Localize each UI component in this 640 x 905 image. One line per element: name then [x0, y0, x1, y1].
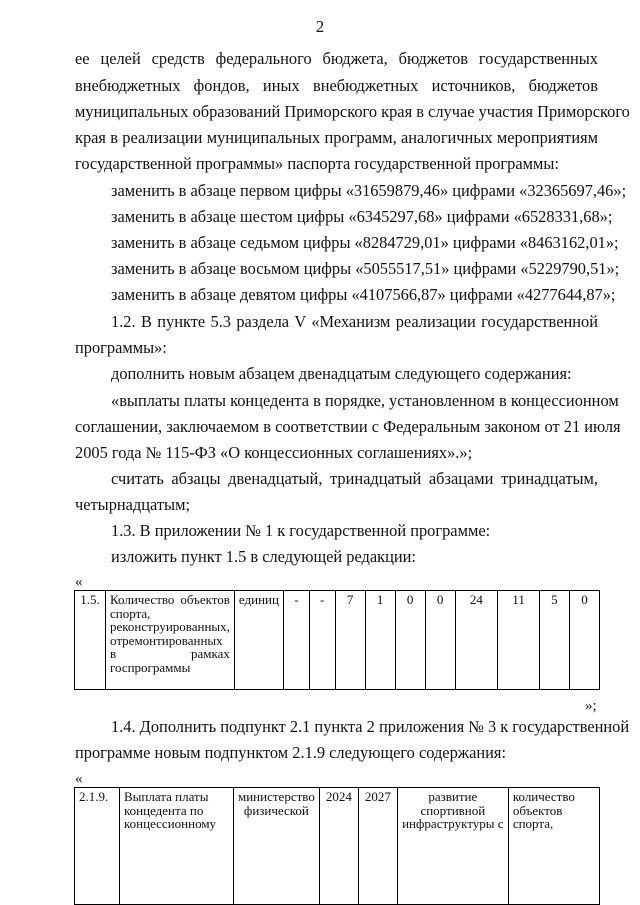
paragraph-line: программе новым подпунктом 2.1.9 следующего содержания:: [75, 743, 506, 762]
paragraph-line: программы»:: [75, 338, 167, 357]
table-cell: 7: [335, 591, 365, 690]
table-cell: 1.5.: [75, 591, 106, 690]
table-cell: количество объектов спорта,: [508, 788, 599, 905]
paragraph-line: «выплаты платы концедента в порядке, установленном в концессионном: [111, 391, 619, 410]
paragraph-line: края в реализации муниципальных программ, аналогичных мероприятиям: [75, 128, 598, 147]
paragraph-line: соглашении, заключаемом в соответствии с Федеральным законом от 21 июля: [75, 417, 621, 436]
paragraph-line: муниципальных образований Приморского края в случае участия Приморского: [75, 102, 630, 121]
paragraph-line: заменить в абзаце восьмом цифры «5055517,51» цифрами «5229790,51»;: [111, 259, 620, 278]
paragraph-line: считать абзацы двенадцатый, тринадцатый абзацами тринадцатым,: [111, 469, 598, 488]
table-cell: министерство физической: [234, 788, 320, 905]
table-row: [75, 788, 600, 905]
paragraph-line: 1.4. Дополнить подпункт 2.1 пункта 2 приложения № 3 к государственной: [111, 717, 630, 736]
table-cell: 2024: [319, 788, 358, 905]
paragraph-line: заменить в абзаце первом цифры «31659879,46» цифрами «32365697,46»;: [111, 181, 627, 200]
table-cell: 2027: [358, 788, 397, 905]
paragraph-line: заменить в абзаце шестом цифры «6345297,68» цифрами «6528331,68»;: [111, 207, 613, 226]
page-number: 2: [315, 17, 325, 36]
table-cell: Выплата платы концедента по концессионному: [120, 788, 234, 905]
table-cell: 0: [425, 591, 455, 690]
paragraph-line: 2005 года № 115-ФЗ «О концессионных соглашениях».»;: [75, 443, 473, 462]
quote-mark: «: [75, 574, 83, 590]
paragraph-line: 1.2. В пункте 5.3 раздела V «Механизм реализации государственной: [111, 312, 598, 331]
paragraph-line: внебюджетных фондов, иных внебюджетных источников, бюджетов: [75, 76, 598, 95]
paragraph-line: четырнадцатым;: [75, 495, 190, 514]
table-cell: Количество объектов спорта, реконструированных, отремонтированных в рамках госпрограммы: [106, 591, 235, 690]
quote-mark: »;: [585, 698, 597, 714]
paragraph-line: дополнить новым абзацем двенадцатым следующего содержания:: [111, 364, 572, 383]
paragraph-line: заменить в абзаце седьмом цифры «8284729,01» цифрами «8463162,01»;: [111, 233, 619, 252]
table-cell: -: [283, 591, 309, 690]
table-cell: 24: [455, 591, 498, 690]
table-cell: 11: [498, 591, 540, 690]
table-cell: единиц: [234, 591, 283, 690]
table-cell: 2.1.9.: [75, 788, 120, 905]
table-cell: 0: [569, 591, 599, 690]
table-cell: 0: [395, 591, 425, 690]
paragraph-line: 1.3. В приложении № 1 к государственной программе:: [111, 521, 491, 540]
paragraph-line: государственной программы» паспорта государственной программы:: [75, 154, 559, 173]
table-cell: 5: [539, 591, 569, 690]
table-cell: развитие спортивной инфраструктуры с: [397, 788, 508, 905]
table-cell: 1: [365, 591, 395, 690]
activity-table: [74, 787, 600, 905]
table-cell: -: [309, 591, 335, 690]
paragraph-line: изложить пункт 1.5 в следующей редакции:: [111, 547, 416, 566]
paragraph-line: ее целей средств федерального бюджета, бюджетов государственных: [75, 49, 598, 68]
paragraph-line: заменить в абзаце девятом цифры «4107566,87» цифрами «4277644,87»;: [111, 285, 616, 304]
indicator-table: [74, 590, 600, 690]
table-row: [75, 591, 600, 690]
quote-mark: «: [75, 771, 83, 787]
